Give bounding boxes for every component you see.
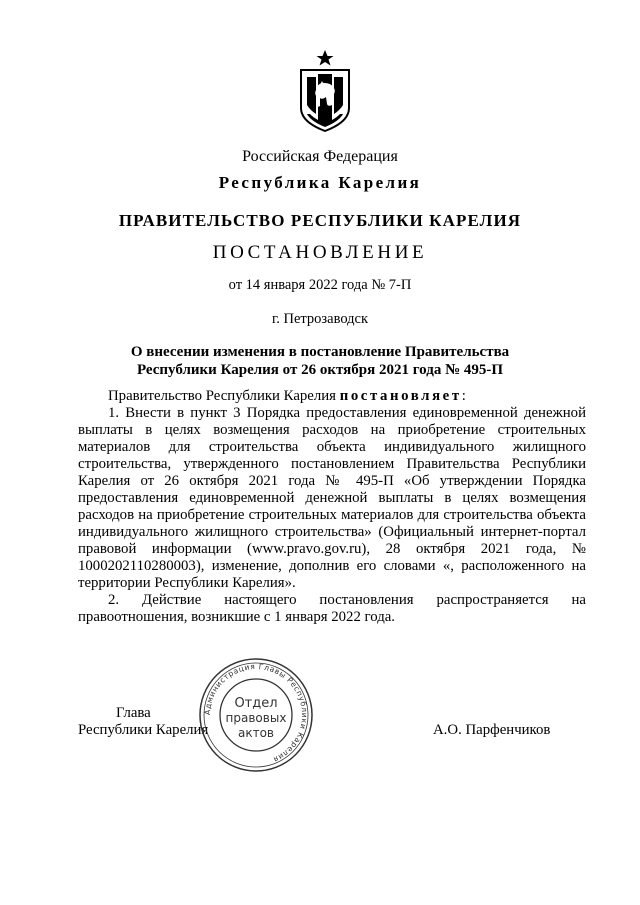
document-type: ПОСТАНОВЛЕНИЕ (212, 242, 428, 263)
karelia-coat-of-arms-icon (298, 50, 352, 132)
paragraph-2: 2. Действие настоящего постановления распространяется на правоотношения, возникшие с 1 января 2022 года. (78, 592, 586, 625)
republic-name: Республика Карелия (218, 173, 422, 192)
document-subject (0, 343, 640, 379)
country-name: Российская Федерация (242, 148, 398, 165)
subject-line: Республики Карелия от 26 октября 2021 года № 495-П (136, 362, 504, 378)
signatory-title (78, 705, 208, 739)
official-stamp (198, 657, 314, 773)
document-body (78, 388, 586, 626)
paragraph-1: 1. Внести в пункт 3 Порядка предоставления единовременной денежной выплаты в целях возмещения расходов на приобретение строительных материалов для строительства объекта индивидуального жилищного строительства, утвержденного постановлением Правительства Республики Карелия от 26 октября 2021 года № 495-П «Об утверждении Порядка предоставления единовременной денежной выплаты в целях возмещения расходов на приобретение строительных материалов для строительства объекта индивидуального жилищного строительства» (Официальный интернет-портал правовой информации (www.pravo.gov.ru), 28 октября 2021 года, № 1000202110280003), изменение, дополнив его словами «, расположенного на территории Республики Карелия». (78, 405, 586, 591)
stamp-text-line: актов (237, 726, 275, 740)
stamp-text-line: правовых (225, 711, 287, 725)
signatory-name: А.О. Парфенчиков (433, 722, 551, 738)
stamp-ring-text: Администрация Главы Республики Карелия (202, 661, 310, 765)
signatory-title-line: Республики Карелия (78, 722, 209, 738)
document-date-number: от 14 января 2022 года № 7-П (228, 277, 412, 293)
document-city: г. Петрозаводск (271, 311, 369, 327)
intro-paragraph (78, 388, 586, 405)
subject-line: О внесении изменения в постановление Правительства (130, 344, 510, 360)
intro-suffix: : (461, 388, 466, 404)
intro-prefix: Правительство Республики Карелия (108, 388, 340, 404)
signatory-title-line: Глава (116, 705, 151, 721)
government-name: ПРАВИТЕЛЬСТВО РЕСПУБЛИКИ КАРЕЛИЯ (118, 211, 522, 230)
intro-keyword: постановляет (339, 388, 462, 404)
stamp-text-line: Отдел (234, 696, 278, 711)
